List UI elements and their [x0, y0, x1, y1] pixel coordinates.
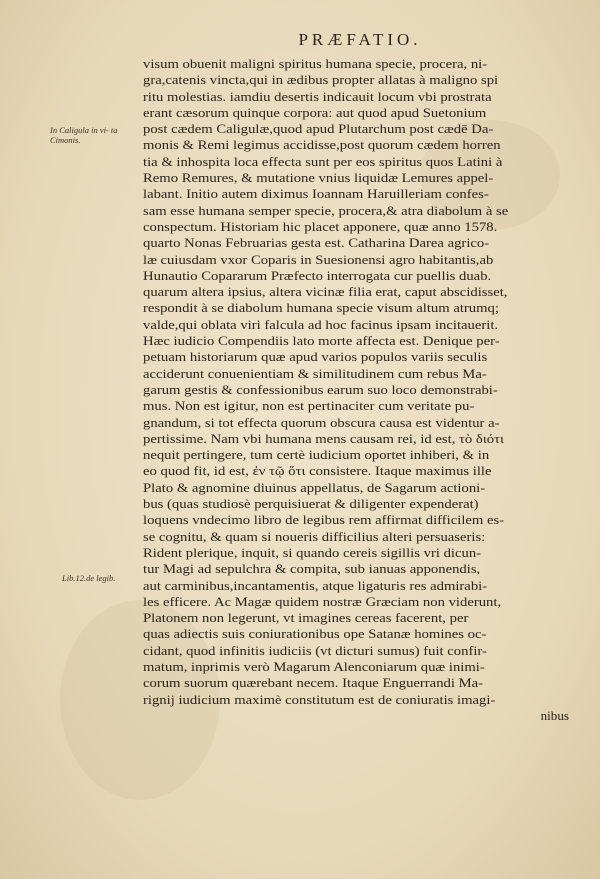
text-line: Remo Remures, & mutatione vnius liquidæ Lemures appel- [143, 170, 494, 186]
text-line: labant. Initio autem diximus Ioannam Haruilleriam confes- [143, 186, 489, 202]
text-line: mus. Non est igitur, non est pertinaciter cum veritate pu- [143, 398, 475, 414]
text-line: ritu molestias. iamdiu desertis indicauit locum vbi prostrata [143, 88, 492, 104]
text-line: loquens vndecimo libro de legibus rem affirmat difficilem es- [143, 512, 505, 528]
text-line: post cædem Caligulæ,quod apud Plutarchum post cædē Da- [143, 121, 494, 137]
text-line: valde,qui oblata viri falcula ad hoc facinus ipsam incitauerit. [143, 316, 499, 332]
text-line: conspectum. Historiam hic placet apponere, quæ anno 1578. [143, 218, 498, 234]
text-line: garum gestis & confessionibus earum suo loco demonstrabi- [143, 381, 498, 397]
text-line: quarum altera ipsius, altera vicinæ filia erat, caput abscidisset, [143, 284, 508, 300]
text-line: Hunautio Copararum Præfecto interrogata cur puellis duab. [143, 267, 492, 283]
text-line: visum obuenit maligni spiritus humana specie, procera, ni- [143, 56, 488, 71]
text-line: aut carminibus,incantamentis, atque ligaturis res admirabi- [143, 577, 488, 593]
text-line: gnandum, si tot effecta quorum obscura causa est videntur a- [143, 414, 500, 430]
text-line: erant cæsorum quinque corpora: aut quod apud Suetonium [143, 104, 487, 120]
text-line: tur Magi ad sepulchra & compita, sub ianuas apponendis, [143, 561, 481, 577]
text-line: Rident plerique, inquit, si quando cereis sigillis vri dicun- [143, 544, 482, 560]
text-line: læ cuiusdam vxor Coparis in Suesionensi agro habitantis,ab [143, 251, 494, 267]
text-line: acciderunt conuenientiam & similitudinem cum rebus Ma- [143, 365, 487, 381]
text-line: eo quod fit, id est, ἐν τῷ ὅτι consistere. Itaque maximus ille [143, 463, 492, 479]
text-line: Hæc iudicio Compendiis lato morte affecta est. Denique per- [143, 333, 500, 349]
text-line: bus (quas studiosè perquisiuerat & diligenter expenderat) [143, 496, 479, 512]
text-line: corum suorum quærebant necem. Itaque Enguerrandi Ma- [143, 675, 484, 691]
text-line: tia & inhospita loca effecta sunt per eos spiritus quos Latini à [143, 153, 503, 169]
text-line: matum, inprimis verò Magarum Alenconiarum quæ inimi- [143, 658, 485, 674]
text-line: pertissime. Nam vbi humana mens causam rei, id est, τὸ διότι [143, 430, 504, 446]
text-line: quarto Nonas Februarias gesta est. Catharina Darea agrico- [143, 235, 490, 251]
text-line: gra,catenis vincta,qui in ædibus propter allatas à maligno spi [143, 72, 499, 88]
text-line: les efficere. Ac Magæ quidem nostræ Græciam non viderunt, [143, 593, 502, 609]
text-line: sam esse humana semper specie, procera,& atra diabolum à se [143, 202, 509, 218]
text-line: monis & Remi legimus accidisse,post quorum cædem horren [143, 137, 501, 153]
text-line: rignij iudicium maximè constitutum est de coniuratis imagi- [143, 691, 496, 707]
text-line: Plato & agnomine diuinus appellatus, de Sagarum actioni- [143, 479, 486, 495]
text-line: Platonem non legerunt, vt imagines cereas facerent, per [143, 610, 469, 626]
text-line: quas adiectis suis coniurationibus ope Satanæ homines oc- [143, 626, 487, 642]
page-title: PRÆFATIO. [298, 30, 422, 49]
body-text [143, 56, 571, 724]
text-line: respondit à se diabolum humana specie visum altum atrumq; [143, 300, 499, 316]
text-line: cidant, quod infinitis iudiciis (vt dicturi sumus) fuit confir- [143, 642, 487, 658]
text-line: se cognitu, & quam si noueris difficilius alteri persuaseris: [143, 528, 486, 544]
text-line: nibus [540, 707, 569, 723]
text-line: petuam historiarum quæ apud varios populos variis seculis [143, 349, 488, 365]
text-line: nequit pertingere, tum certè iudicium oportet inhiberi, & in [143, 447, 490, 463]
running-header [0, 30, 600, 50]
margin-note-legibus: Lib.12.de legib. [62, 573, 116, 583]
margin-note-caligula: In Caligula in vi- ta Cimonis. [50, 125, 118, 145]
